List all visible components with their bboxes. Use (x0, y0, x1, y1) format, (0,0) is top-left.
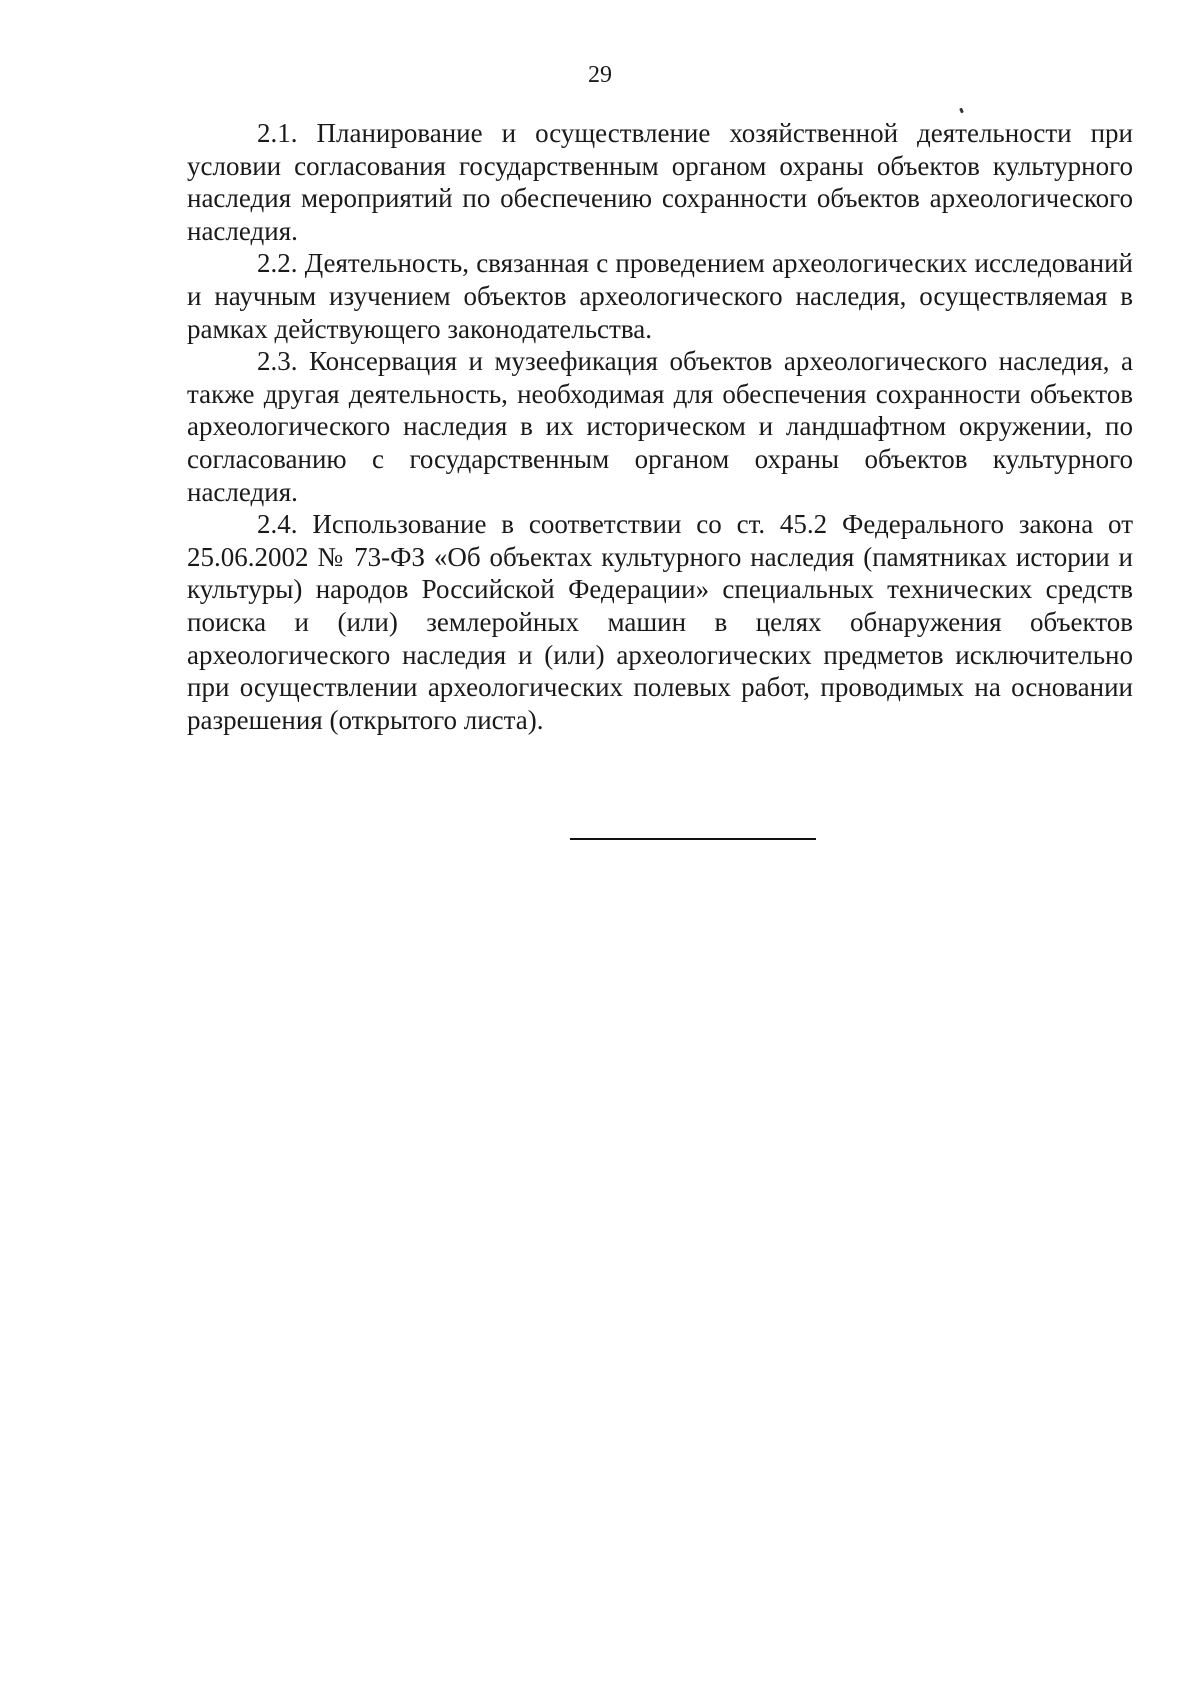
paragraph-2-4: 2.4. Использование в соответствии со ст. 45.2 Федерального закона от 25.06.2002 № 73-ФЗ «Об объектах культурного наследия (памятниках истории и культуры) народов Российской Федерации» специальных технических средств поиска и (или) землеройных машин в целях обнаружения объектов археологического наследия и (или) археологических предметов исключительно при осуществлении археологических полевых работ, проводимых на основании разрешения (открытого листа). (187, 509, 1133, 735)
end-of-document-rule (570, 838, 816, 840)
document-body (187, 117, 1133, 736)
paragraph-2-1: 2.1. Планирование и осуществление хозяйственной деятельности при условии согласования государственным органом охраны объектов культурного наследия мероприятий по обеспечению сохранности объектов археологического наследия. (187, 118, 1133, 246)
paragraph-2-3: 2.3. Консервация и музеефикация объектов археологического наследия, а также другая деятельность, необходимая для обеспечения сохранности объектов археологического наследия в их историческом и ландшафтном окружении, по согласованию с государственным органом охраны объектов культурного наследия. (187, 346, 1133, 507)
page-number: 29 (588, 62, 612, 88)
scan-speck (959, 108, 964, 114)
paragraph-2-2: 2.2. Деятельность, связанная с проведением археологических исследований и научным изучением объектов археологического наследия, осуществляемая в рамках действующего законодательства. (187, 248, 1133, 344)
